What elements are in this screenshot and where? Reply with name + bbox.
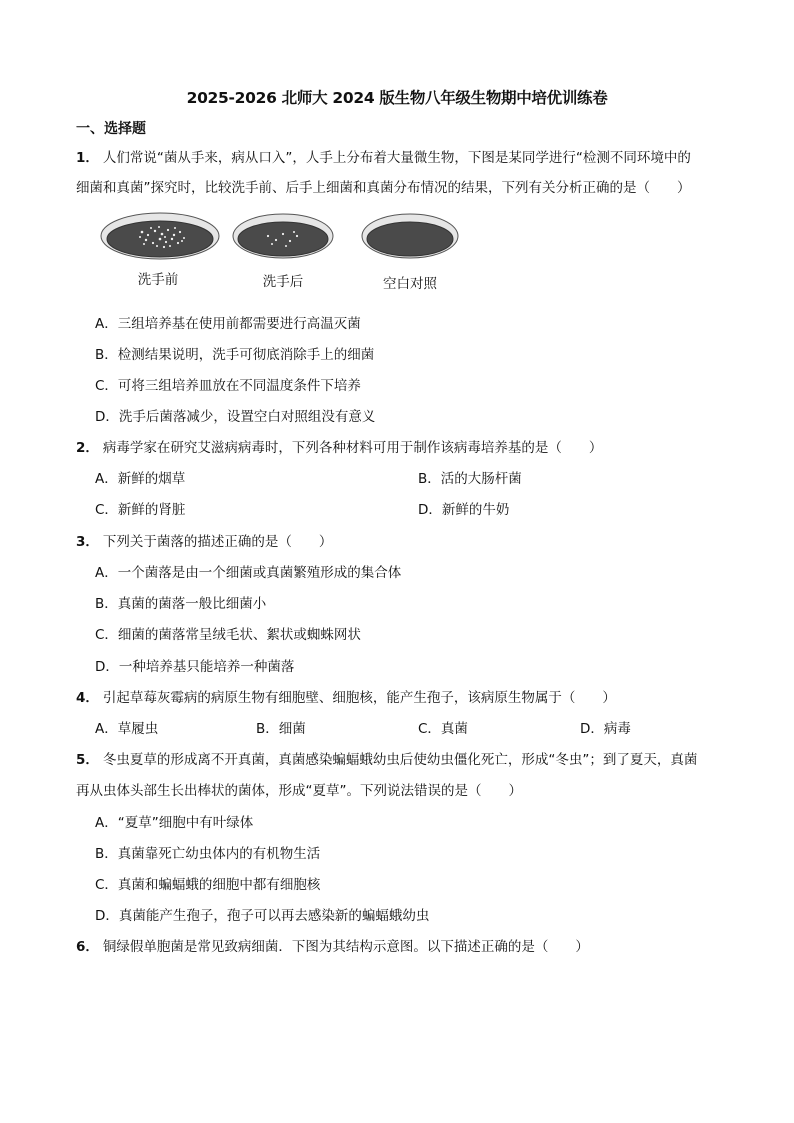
question-text: 病毒学家在研究艾滋病病毒时，下列各种材料可用于制作该病毒培养基的是（ ）	[102, 440, 603, 456]
question-4-option-b[interactable]: B．细菌	[256, 721, 306, 737]
question-3-option-d[interactable]: D．一种培养基只能培养一种菌落	[95, 659, 295, 675]
question-5-option-d[interactable]: D．真菌能产生孢子，孢子可以再去感染新的蝙蝠蛾幼虫	[95, 908, 430, 924]
question-2-option-d[interactable]: D．新鲜的牛奶	[418, 502, 510, 518]
question-2-option-b[interactable]: B．活的大肠杆菌	[418, 471, 522, 487]
question-1-option-d[interactable]: D．洗手后菌落减少，设置空白对照组没有意义	[95, 409, 376, 425]
question-3	[76, 530, 332, 550]
question-2-option-c[interactable]: C．新鲜的肾脏	[95, 502, 186, 518]
petri-dish-blank-control	[362, 214, 458, 258]
question-5-line-1	[76, 748, 697, 768]
question-3-option-b[interactable]: B．真菌的菌落一般比细菌小	[95, 596, 267, 612]
dish-label-control: 空白对照	[383, 276, 437, 292]
question-3-option-c[interactable]: C．细菌的菌落常呈绒毛状、絮状或蜘蛛网状	[95, 627, 361, 643]
section-heading: 一、选择题	[76, 121, 146, 137]
question-text: 引起草莓灰霉病的病原生物有细胞壁、细胞核，能产生孢子，该病原生物属于（ ）	[102, 690, 616, 706]
petri-dish-before-washing	[101, 213, 219, 259]
question-1-option-b[interactable]: B．检测结果说明，洗手可彻底消除手上的细菌	[95, 347, 375, 363]
question-5-option-a[interactable]: A．“夏草”细胞中有叶绿体	[95, 815, 254, 831]
question-text: 下列关于菌落的描述正确的是（ ）	[102, 534, 333, 550]
question-1-option-a[interactable]: A．三组培养基在使用前都需要进行高温灭菌	[95, 316, 361, 332]
question-number: 1．	[76, 150, 99, 166]
question-number: 4．	[76, 690, 99, 706]
question-1-line-1	[76, 146, 691, 166]
question-5-option-c[interactable]: C．真菌和蝙蝠蛾的细胞中都有细胞核	[95, 877, 321, 893]
question-number: 3．	[76, 534, 99, 550]
question-text: 人们常说“菌从手来，病从口入”，人手上分布着大量微生物，下图是某同学进行“检测不同环境中的	[102, 150, 691, 166]
question-3-option-a[interactable]: A．一个菌落是由一个细菌或真菌繁殖形成的集合体	[95, 565, 402, 581]
dish-label-after: 洗手后	[262, 274, 304, 290]
question-1-option-c[interactable]: C．可将三组培养皿放在不同温度条件下培养	[95, 378, 361, 394]
question-4-option-a[interactable]: A．草履虫	[95, 721, 159, 737]
exam-title: 2025-2026 北师大 2024 版生物八年级生物期中培优训练卷	[186, 89, 608, 107]
question-2	[76, 436, 602, 456]
question-4-option-c[interactable]: C．真菌	[418, 721, 468, 737]
question-number: 2．	[76, 440, 99, 456]
question-5-line-2: 再从虫体头部生长出棒状的菌体，形成“夏草”。下列说法错误的是（ ）	[76, 783, 522, 799]
question-text: 冬虫夏草的形成离不开真菌，真菌感染蝙蝠蛾幼虫后使幼虫僵化死亡，形成“冬虫”；到了夏天，真菌	[102, 752, 698, 768]
question-number: 5．	[76, 752, 99, 768]
question-4-option-d[interactable]: D．病毒	[580, 721, 631, 737]
question-number: 6．	[76, 939, 99, 955]
question-6	[76, 935, 589, 955]
question-2-option-a[interactable]: A．新鲜的烟草	[95, 471, 186, 487]
question-text: 铜绿假单胞菌是常见致病细菌．下图为其结构示意图。以下描述正确的是（ ）	[102, 939, 589, 955]
question-4	[76, 686, 616, 706]
petri-dish-figure	[100, 206, 460, 302]
dish-label-before: 洗手前	[137, 272, 179, 288]
petri-dish-after-washing	[233, 214, 333, 258]
question-1-line-2: 细菌和真菌”探究时，比较洗手前、后手上细菌和真菌分布情况的结果，下列有关分析正确的是（ ）	[76, 180, 691, 196]
question-5-option-b[interactable]: B．真菌靠死亡幼虫体内的有机物生活	[95, 846, 321, 862]
